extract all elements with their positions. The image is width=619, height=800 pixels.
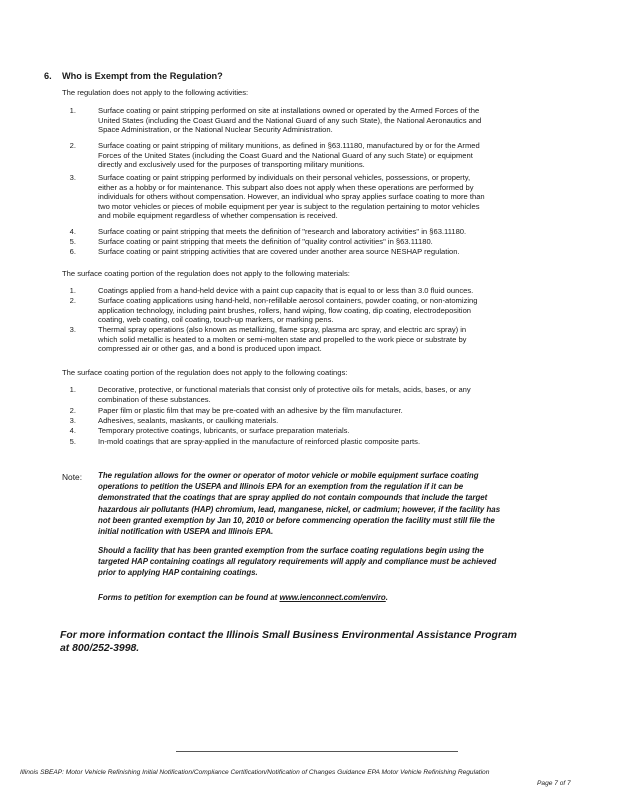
list-item-line: Surface coating applications using hand-held, non-refillable aerosol containers, powder coating, or non-atomizing <box>98 296 478 305</box>
list-item-line: Surface coating or paint stripping that meets the definition of "quality control activities" in §63.11180. <box>98 237 433 246</box>
footer-rule <box>176 751 458 752</box>
list-number: 4. <box>69 227 76 236</box>
text-line: initial notification with USEPA and Illinois EPA. <box>98 527 274 536</box>
list-item-line: United States (including the Coast Guard and the National Guard of any such State), the National Aeronautics and <box>98 115 482 125</box>
note-label: Note: <box>62 472 83 482</box>
list-number: 1. <box>69 106 76 115</box>
list-item-line: Surface coating or paint stripping activities that are covered under another area source NESHAP regulation. <box>98 247 460 256</box>
list-item-line: two motor vehicles or pieces of mobile equipment per year is subject to the regulation pertaining to motor vehicles <box>98 201 480 211</box>
list-item-line: Thermal spray operations (also known as metallizing, flame spray, plasma arc spray, and electric arc spray) in <box>98 325 467 334</box>
text-line: not been granted exemption by Jan 10, 2010 or before commencing operation the facility must still file the <box>98 515 495 525</box>
list-number: 3. <box>69 173 76 182</box>
text-line: at 800/252-3998. <box>60 643 140 654</box>
list-item-line: directly and exclusively used for the purposes of transporting military munitions. <box>98 160 365 170</box>
list-item-line: either as a hobby or for maintenance. This subpart also does not apply when these operations are performed by <box>98 182 474 192</box>
list-number: 5. <box>69 437 76 446</box>
list-number: 3. <box>69 416 76 425</box>
list-item-line: combination of these substances. <box>98 394 211 404</box>
coatings-intro: The surface coating portion of the regulation does not apply to the following coatings: <box>62 368 348 377</box>
list-item-line: which solid metallic is heated to a molten or semi-molten state and propelled to the work piece or substrate by <box>98 334 467 344</box>
list-number: 2. <box>69 141 76 150</box>
forms-end: . <box>385 593 388 602</box>
list-item-line: Temporary protective coatings, lubricants, or surface preparation materials. <box>98 426 350 435</box>
activities-intro: The regulation does not apply to the following activities: <box>62 88 249 97</box>
list-item-line: compressed air or other gas, and a bond is produced upon impact. <box>98 344 322 354</box>
list-item-line: Surface coating or paint stripping of military munitions, as defined in §63.11180, manufactured by or for the Armed <box>98 141 480 150</box>
list-item-line: Adhesives, sealants, maskants, or caulking materials. <box>98 416 279 425</box>
forms-link[interactable]: www.ienconnect.com/enviro <box>279 593 386 602</box>
list-number: 4. <box>69 426 76 435</box>
list-item-line: Surface coating or paint stripping that meets the definition of "research and laboratory activities" in §63.11180. <box>98 227 467 236</box>
list-item-line: Decorative, protective, or functional materials that consist only of protective oils for metals, acids, bases, or any <box>98 385 471 394</box>
list-item-line: application technology, including paint brushes, rollers, hand wiping, flow coating, dip coating, electrodeposition <box>98 305 472 315</box>
text-line: prior to applying HAP containing coatings. <box>98 568 258 578</box>
forms-line <box>98 593 388 603</box>
text-line: hazardous air pollutants (HAP) chromium, lead, manganese, nickel, or cadmium; however, if the facility has <box>98 504 501 514</box>
list-number: 1. <box>69 286 76 295</box>
list-number: 2. <box>69 406 76 415</box>
text-line: For more information contact the Illinois Small Business Environmental Assistance Program <box>60 630 517 641</box>
text-line: Should a facility that has been granted exemption from the surface coating regulations begin using the <box>98 546 484 555</box>
page-number: Page 7 of 7 <box>537 780 571 787</box>
text-line: operations to petition the USEPA and Illinois EPA for an exemption from the regulation if it can be <box>98 482 464 492</box>
text-line: targeted HAP containing coatings all regulatory requirements will apply and compliance must be achieved <box>98 557 497 567</box>
list-number: 2. <box>69 296 76 305</box>
list-number: 1. <box>69 385 76 394</box>
section-number: 6. <box>44 71 52 81</box>
list-item-line: Forces of the United States (including the Coast Guard and the National Guard of any such State) or equipment <box>98 150 473 160</box>
text-line: demonstrated that the coatings that are spray applied do not contain compounds that include the target <box>98 493 488 503</box>
list-item-line: and mobile equipment regardless of whether compensation is received. <box>98 211 338 221</box>
list-item-line: coating, web coating, coil coating, touch-up markers, or marking pens. <box>98 315 334 325</box>
list-item-line: Coatings applied from a hand-held device with a paint cup capacity that is equal to or less than 3.0 fluid ounces. <box>98 286 474 295</box>
materials-intro: The surface coating portion of the regulation does not apply to the following materials: <box>62 269 350 278</box>
footer-text: Illinois SBEAP: Motor Vehicle Refinishing Initial Notification/Compliance Certification/Notification of Changes Guidance EPA Motor Vehicle Refinishing Regulation <box>20 769 490 776</box>
list-item-line: In-mold coatings that are spray-applied in the manufacture of reinforced plastic composite parts. <box>98 437 421 446</box>
list-number: 5. <box>69 237 76 246</box>
list-item-line: Surface coating or paint stripping performed by individuals on their personal vehicles, possessions, or property, <box>98 173 471 182</box>
list-item-line: Paper film or plastic film that may be pre-coated with an adhesive by the film manufacturer. <box>98 406 403 415</box>
list-item-line: Space Administration, or the National Nuclear Security Administration. <box>98 125 333 135</box>
list-number: 3. <box>69 325 76 334</box>
list-number: 6. <box>69 247 76 256</box>
forms-text: Forms to petition for exemption can be found at <box>98 593 280 602</box>
list-item-line: Surface coating or paint stripping performed on site at installations owned or operated by the Armed Forces of the <box>98 106 480 115</box>
text-line: The regulation allows for the owner or operator of motor vehicle or mobile equipment surface coating <box>98 471 479 480</box>
section-title: Who is Exempt from the Regulation? <box>62 71 223 81</box>
list-item-line: individuals for others without compensation. However, an individual who spray applies surface coating to more than <box>98 192 485 202</box>
